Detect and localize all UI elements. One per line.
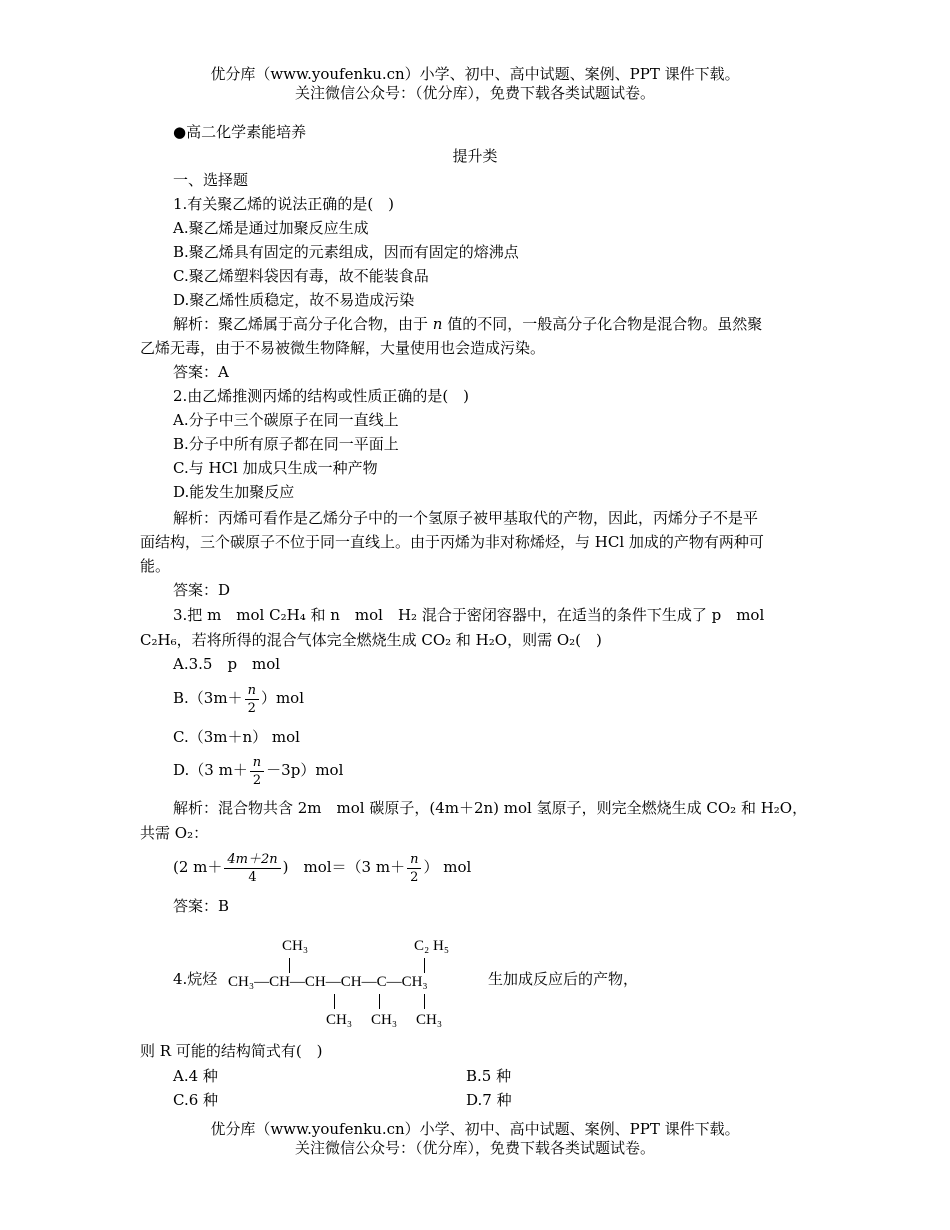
q4-option-c: C.6 种 bbox=[173, 1091, 219, 1109]
structural-formula bbox=[228, 938, 488, 1034]
q4-stem-line2: 则 R 可能的结构简式有( ) bbox=[140, 1042, 323, 1060]
bond-line bbox=[289, 958, 290, 973]
bond-line bbox=[424, 958, 425, 973]
footer-line-2: 关注微信公众号：（优分库），免费下载各类试题试卷。 bbox=[294, 1139, 655, 1157]
fraction-hydrogen: $\frac{4m+2n}{4}$ bbox=[224, 851, 280, 886]
footer-line-1: 优分库（www.youfenku.cn）小学、初中、高中试题、案例、PPT 课件下载。 bbox=[210, 1120, 740, 1138]
q3-answer: 答案：B bbox=[173, 897, 230, 915]
main-chain: CH₃—CH—CH—CH—C—CH₃ bbox=[228, 974, 428, 990]
substituent-bottom-1: CH₃ bbox=[326, 1012, 353, 1028]
q3-analysis-line2: 共需 O₂： bbox=[140, 824, 209, 842]
fraction-n-over-2: $\frac{n}{2}$ bbox=[250, 754, 264, 789]
q1-option-a: A.聚乙烯是通过加聚反应生成 bbox=[173, 219, 369, 237]
q1-analysis-line2: 乙烯无毒，由于不易被微生物降解，大量使用也会造成污染。 bbox=[140, 339, 546, 357]
fraction-n-over-2: $\frac{n}{2}$ bbox=[245, 682, 259, 717]
q1-option-b: B.聚乙烯具有固定的元素组成，因而有固定的熔沸点 bbox=[173, 243, 519, 261]
q2-stem: 2.由乙烯推测丙烯的结构或性质正确的是( ) bbox=[173, 387, 470, 405]
bond-line bbox=[334, 994, 335, 1009]
q2-answer: 答案：D bbox=[173, 581, 231, 599]
q3-stem-line1: 3.把 m mol C₂H₄ 和 n mol H₂ 混合于密闭容器中，在适当的条件下生成了 p mol bbox=[173, 606, 765, 624]
q4-label: 4.烷烃 bbox=[173, 970, 218, 988]
substituent-top-1: CH₃ bbox=[282, 938, 309, 954]
q4-option-a: A.4 种 bbox=[173, 1067, 218, 1085]
q4-option-b: B.5 种 bbox=[466, 1067, 512, 1085]
section-heading: 一、选择题 bbox=[173, 171, 249, 189]
q4-option-d: D.7 种 bbox=[466, 1091, 512, 1109]
header-line-2: 关注微信公众号：（优分库），免费下载各类试题试卷。 bbox=[294, 84, 655, 102]
q2-option-c: C.与 HCl 加成只生成一种产物 bbox=[173, 459, 378, 477]
q3-analysis-line1: 解析：混合物共含 2m mol 碳原子，(4m＋2n) mol 氢原子，则完全燃烧生成 CO₂ 和 H₂O， bbox=[173, 799, 808, 817]
q2-option-a: A.分子中三个碳原子在同一直线上 bbox=[173, 411, 399, 429]
q3-option-c: C.（3m＋n） mol bbox=[173, 728, 300, 746]
q1-answer: 答案：A bbox=[173, 363, 229, 381]
header-line-1: 优分库（www.youfenku.cn）小学、初中、高中试题、案例、PPT 课件下载。 bbox=[210, 65, 740, 83]
fraction-n-over-2: $\frac{n}{2}$ bbox=[407, 851, 421, 886]
substituent-bottom-3: CH₃ bbox=[416, 1012, 443, 1028]
q2-analysis-line2: 面结构，三个碳原子不位于同一直线上。由于丙烯为非对称烯烃，与 HCl 加成的产物有两种可 bbox=[140, 533, 764, 551]
q3-option-a: A.3.5 p mol bbox=[173, 655, 281, 673]
bond-line bbox=[424, 994, 425, 1009]
bond-line bbox=[379, 994, 380, 1009]
q2-analysis-line1: 解析：丙烯可看作是乙烯分子中的一个氢原子被甲基取代的产物，因此，丙烯分子不是平 bbox=[173, 509, 759, 527]
q1-option-d: D.聚乙烯性质稳定，故不易造成污染 bbox=[173, 291, 415, 309]
q4-stem-after: 生加成反应后的产物， bbox=[488, 970, 639, 988]
q3-option-d: D.（3 m＋ $\frac{n}{2}$ －3p）mol bbox=[173, 754, 344, 788]
q2-option-d: D.能发生加聚反应 bbox=[173, 483, 295, 501]
q2-analysis-line3: 能。 bbox=[140, 557, 171, 575]
q2-option-b: B.分子中所有原子都在同一平面上 bbox=[173, 435, 399, 453]
substituent-top-2: C₂ H₅ bbox=[414, 938, 450, 954]
doc-subtitle: 提升类 bbox=[452, 147, 498, 165]
q1-option-c: C.聚乙烯塑料袋因有毒，故不能装食品 bbox=[173, 267, 429, 285]
q3-option-b: B.（3m＋ $\frac{n}{2}$ ）mol bbox=[173, 682, 304, 716]
substituent-bottom-2: CH₃ bbox=[371, 1012, 398, 1028]
q3-analysis-equation: (2 m＋ $\frac{4m+2n}{4}$ ) mol＝（3 m＋ $\frac{n}{2}$ ） mol bbox=[173, 851, 472, 885]
q3-stem-line2: C₂H₆，若将所得的混合气体完全燃烧生成 CO₂ 和 H₂O，则需 O₂( ) bbox=[140, 631, 602, 649]
doc-title: ●高二化学素能培养 bbox=[173, 123, 307, 141]
q1-analysis-line1: 解析：聚乙烯属于高分子化合物，由于 n 值的不同，一般高分子化合物是混合物。虽然聚 bbox=[173, 315, 763, 333]
q1-stem: 1.有关聚乙烯的说法正确的是( ) bbox=[173, 195, 395, 213]
